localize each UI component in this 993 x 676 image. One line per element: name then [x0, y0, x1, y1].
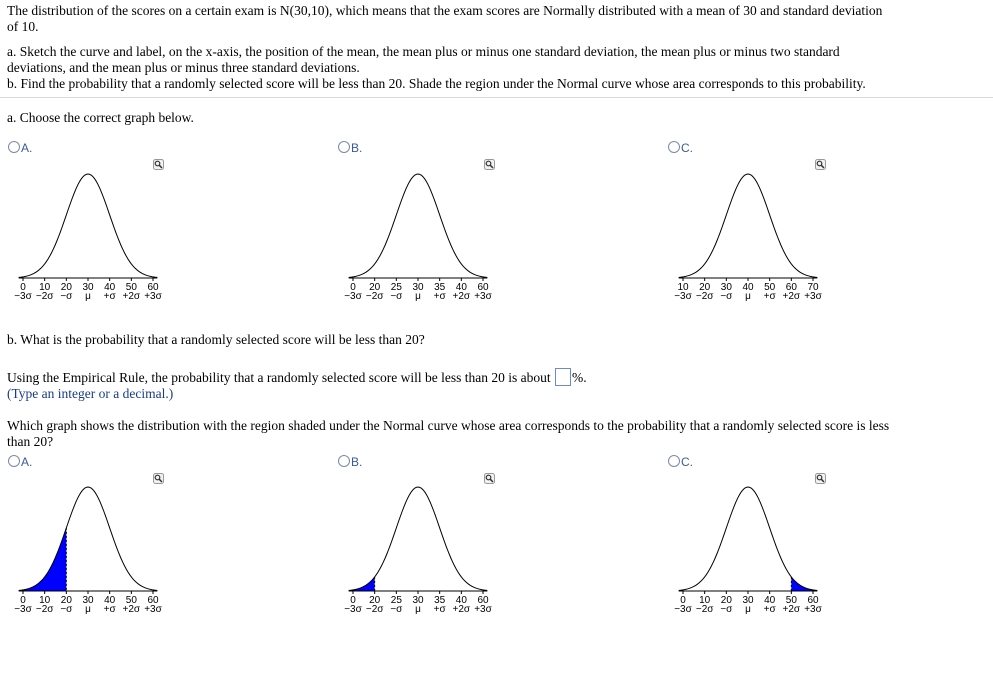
- sigma-label: μ: [415, 291, 421, 302]
- radio-button[interactable]: [8, 141, 20, 153]
- divider: [0, 97, 993, 98]
- question-intro-line2: of 10.: [7, 19, 39, 34]
- part-a-instructions-line2: deviations, and the mean plus or minus three standard deviations.: [7, 60, 360, 75]
- normal-curve-graph-a: [15, 170, 165, 305]
- shaded-region: [791, 577, 817, 591]
- tick-label: 30: [720, 282, 732, 293]
- normal-curve: [19, 174, 158, 277]
- magnifier-icon[interactable]: [153, 159, 164, 170]
- tick-label: 0: [20, 282, 26, 293]
- sigma-label: +σ: [763, 604, 776, 615]
- shaded-curve-graph-b: [345, 483, 495, 618]
- sigma-label: +2σ: [122, 291, 141, 302]
- option-label: A.: [21, 141, 33, 155]
- sigma-label: +3σ: [144, 291, 162, 302]
- sigma-label: +3σ: [474, 604, 492, 615]
- sigma-label: −3σ: [674, 291, 692, 302]
- option-label: C.: [681, 141, 693, 155]
- tick-label: 50: [125, 595, 137, 606]
- tick-label: 10: [39, 595, 51, 606]
- tick-label: 70: [807, 282, 819, 293]
- tick-label: 0: [350, 595, 356, 606]
- magnifier-icon[interactable]: [815, 159, 826, 170]
- empirical-rule-question: [7, 368, 587, 386]
- tick-label: 60: [477, 595, 489, 606]
- sigma-label: +σ: [763, 291, 776, 302]
- tick-label: 35: [434, 282, 446, 293]
- shaded-region: [349, 577, 375, 591]
- sigma-label: μ: [85, 291, 91, 302]
- sigma-label: −2σ: [365, 604, 384, 615]
- tick-label: 40: [104, 282, 116, 293]
- tick-label: 40: [764, 595, 776, 606]
- which-graph-line1: Which graph shows the distribution with the region shaded under the Normal curve whose area corresponds to the probability that a randomly selected score is less: [7, 418, 890, 433]
- sigma-label: +3σ: [144, 604, 162, 615]
- part-a-prompt: a. Choose the correct graph below.: [7, 110, 194, 125]
- tick-label: 20: [699, 282, 711, 293]
- radio-button[interactable]: [338, 141, 350, 153]
- tick-label: 50: [125, 282, 137, 293]
- tick-label: 40: [742, 282, 754, 293]
- sigma-label: μ: [415, 604, 421, 615]
- tick-label: 10: [39, 282, 51, 293]
- sigma-label: μ: [85, 604, 91, 615]
- sigma-label: +2σ: [122, 604, 141, 615]
- tick-label: 20: [60, 595, 72, 606]
- sigma-label: μ: [745, 291, 751, 302]
- tick-label: 40: [455, 595, 467, 606]
- part-b-option-b[interactable]: [338, 455, 362, 469]
- option-label: C.: [681, 455, 693, 469]
- sigma-label: −2σ: [365, 291, 384, 302]
- tick-label: 30: [412, 595, 424, 606]
- sigma-label: −3σ: [14, 604, 32, 615]
- magnifier-icon[interactable]: [484, 159, 495, 170]
- normal-curve-graph-b: [345, 170, 495, 305]
- normal-curve: [349, 487, 488, 590]
- tick-label: 35: [434, 595, 446, 606]
- sigma-label: +3σ: [804, 604, 822, 615]
- tick-label: 0: [680, 595, 686, 606]
- tick-label: 60: [147, 595, 159, 606]
- normal-curve: [19, 487, 158, 590]
- tick-label: 30: [742, 595, 754, 606]
- tick-label: 25: [390, 282, 402, 293]
- sigma-label: −σ: [720, 604, 733, 615]
- tick-label: 60: [147, 282, 159, 293]
- shaded-curve-graph-c: [675, 483, 825, 618]
- sigma-label: −3σ: [14, 291, 32, 302]
- normal-curve: [679, 174, 818, 277]
- sigma-label: −σ: [390, 604, 403, 615]
- sigma-label: −3σ: [674, 604, 692, 615]
- question-intro-line1: The distribution of the scores on a certain exam is N(30,10), which means that the exam scores are Normally distributed with a mean of 30 and standard deviation: [7, 3, 883, 18]
- tick-label: 0: [20, 595, 26, 606]
- sigma-label: +σ: [433, 291, 446, 302]
- tick-label: 50: [785, 595, 797, 606]
- tick-label: 40: [104, 595, 116, 606]
- part-a-option-a[interactable]: [8, 141, 32, 155]
- shaded-curve-graph-a: [15, 483, 165, 618]
- sigma-label: −2σ: [695, 604, 714, 615]
- radio-button[interactable]: [338, 455, 350, 467]
- radio-button[interactable]: [668, 455, 680, 467]
- tick-label: 30: [412, 282, 424, 293]
- tick-label: 20: [60, 282, 72, 293]
- sigma-label: +3σ: [474, 291, 492, 302]
- sigma-label: +σ: [103, 291, 116, 302]
- shaded-region: [19, 528, 67, 591]
- radio-button[interactable]: [8, 455, 20, 467]
- option-label: A.: [21, 455, 33, 469]
- sigma-label: −2σ: [35, 604, 54, 615]
- sigma-label: −σ: [720, 291, 733, 302]
- part-a-option-c[interactable]: [668, 141, 693, 155]
- tick-label: 25: [390, 595, 402, 606]
- tick-label: 60: [477, 282, 489, 293]
- tick-label: 10: [699, 595, 711, 606]
- sigma-label: +2σ: [782, 604, 801, 615]
- part-b-prompt: b. What is the probability that a randomly selected score will be less than 20?: [7, 332, 425, 347]
- sigma-label: +σ: [103, 604, 116, 615]
- sigma-label: +2σ: [452, 291, 471, 302]
- sigma-label: +3σ: [804, 291, 822, 302]
- sigma-label: +σ: [433, 604, 446, 615]
- sigma-label: −3σ: [344, 291, 362, 302]
- option-label: B.: [351, 141, 363, 155]
- sigma-label: −σ: [390, 291, 403, 302]
- part-b-option-c[interactable]: [668, 455, 693, 469]
- normal-curve: [679, 487, 818, 590]
- tick-label: 30: [82, 282, 94, 293]
- tick-label: 30: [82, 595, 94, 606]
- tick-label: 0: [350, 282, 356, 293]
- sigma-label: −2σ: [35, 291, 54, 302]
- part-b-instructions: b. Find the probability that a randomly selected score will be less than 20. Shade the region under the Normal curve whose area corresponds to this probability.: [7, 76, 866, 91]
- normal-curve-graph-c: [675, 170, 825, 305]
- tick-label: 40: [455, 282, 467, 293]
- answer-format-hint: (Type an integer or a decimal.): [7, 386, 174, 401]
- normal-curve: [349, 174, 488, 277]
- sigma-label: −σ: [60, 291, 73, 302]
- probability-answer-input[interactable]: [555, 368, 571, 386]
- sigma-label: +2σ: [782, 291, 801, 302]
- tick-label: 60: [807, 595, 819, 606]
- sigma-label: μ: [745, 604, 751, 615]
- radio-button[interactable]: [668, 141, 680, 153]
- part-a-instructions-line1: a. Sketch the curve and label, on the x-axis, the position of the mean, the mean plus or minus one standard deviation, the mean plus or minus two standard: [7, 44, 840, 59]
- part-a-option-b[interactable]: [338, 141, 362, 155]
- tick-label: 20: [369, 595, 381, 606]
- sigma-label: +2σ: [452, 604, 471, 615]
- sigma-label: −σ: [60, 604, 73, 615]
- option-label: B.: [351, 455, 363, 469]
- part-b-option-a[interactable]: [8, 455, 32, 469]
- tick-label: 60: [785, 282, 797, 293]
- sigma-label: −2σ: [695, 291, 714, 302]
- sigma-label: −3σ: [344, 604, 362, 615]
- tick-label: 50: [764, 282, 776, 293]
- tick-label: 10: [677, 282, 689, 293]
- which-graph-line2: than 20?: [7, 434, 54, 449]
- tick-label: 20: [369, 282, 381, 293]
- empirical-rule-text: Using the Empirical Rule, the probability that a randomly selected score will be less than 20 is about: [7, 370, 551, 385]
- tick-label: 20: [720, 595, 732, 606]
- percent-sign: %.: [572, 370, 587, 385]
